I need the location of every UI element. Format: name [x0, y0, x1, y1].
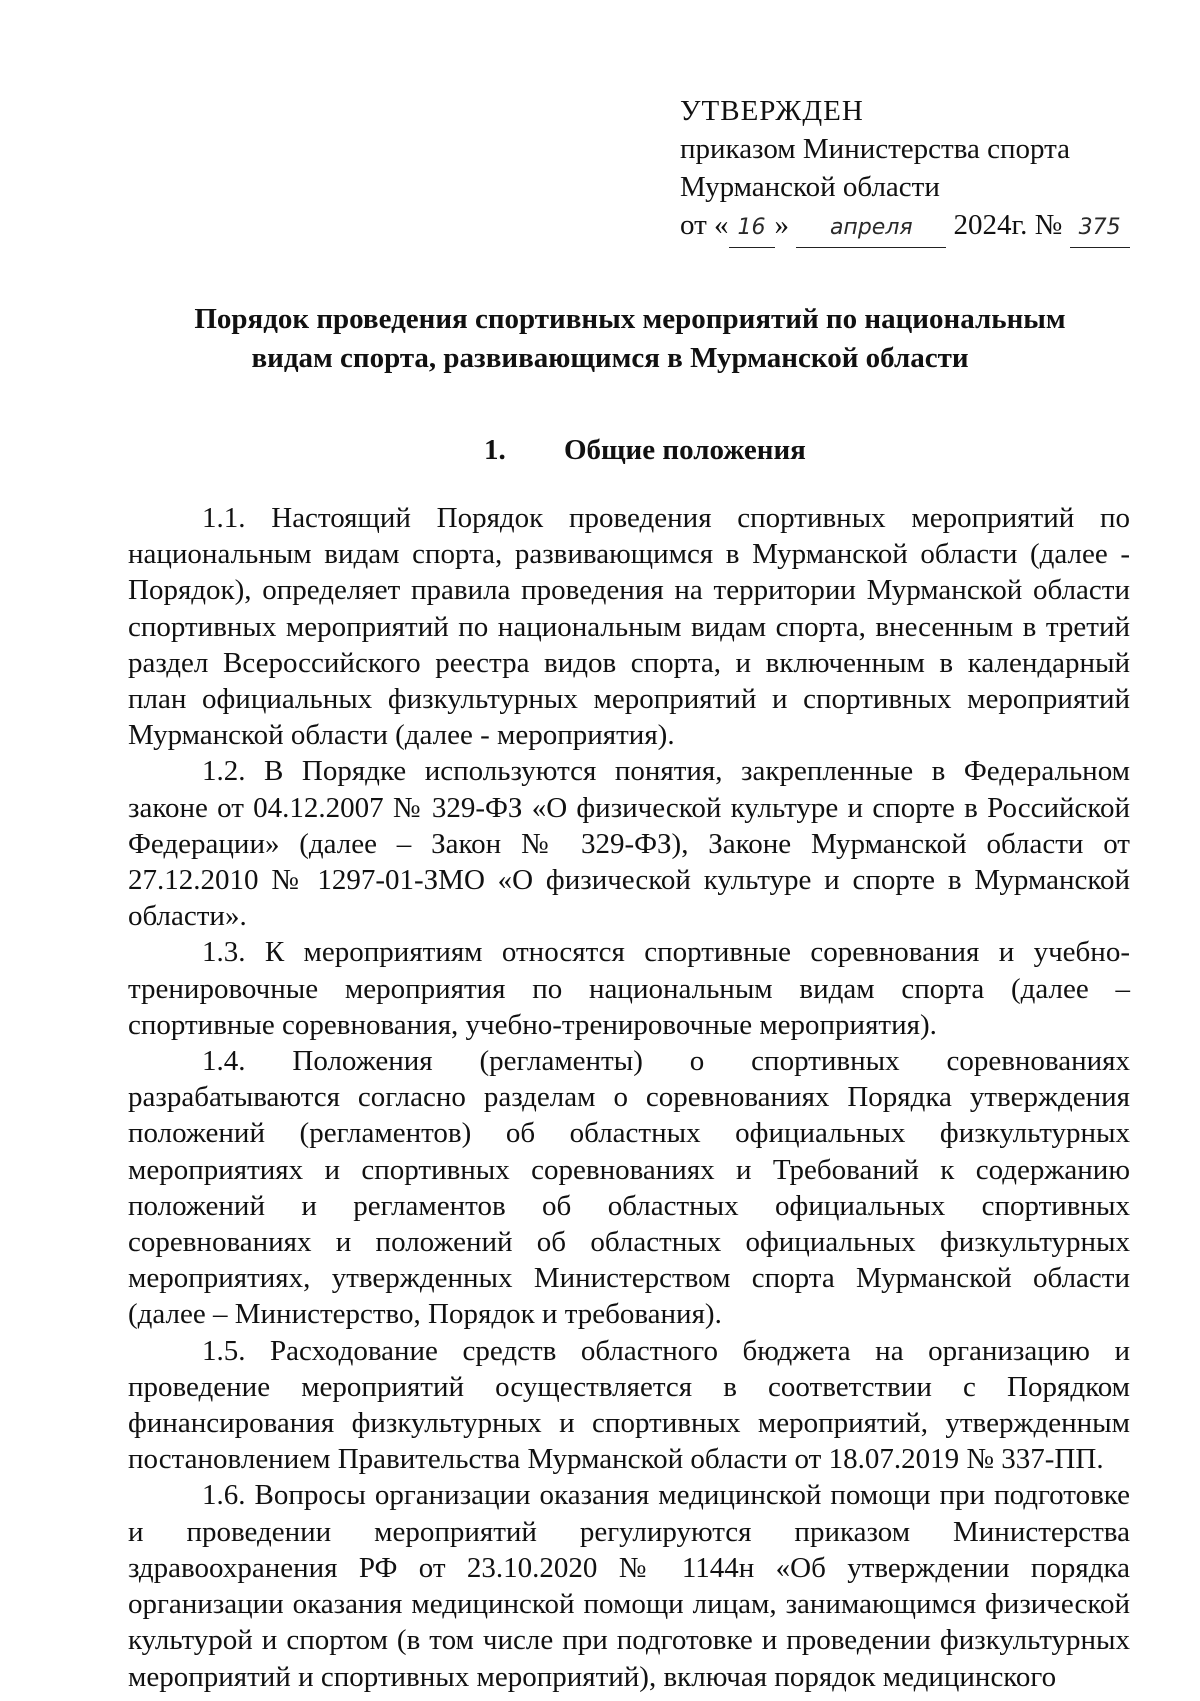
date-day-field	[729, 206, 775, 248]
approval-date-line	[680, 206, 1130, 248]
paragraph-1-2: 1.2. В Порядке используются понятия, закрепленные в Федеральном законе от 04.12.2007 № 329-ФЗ «О физической культуре и спорте в Российской Федерации» (далее – Закон № 329-ФЗ), Законе Мурманской области от 27.12.2010 № 1297-01-ЗМО «О физической культуре и спорте в Мурманской области».	[128, 755, 1130, 933]
date-month-handwritten: апреля	[829, 215, 913, 240]
title-line-1: Порядок проведения спортивных мероприятий по национальным	[194, 303, 1066, 335]
date-month-field	[796, 206, 946, 248]
date-prefix: от «	[680, 209, 729, 241]
date-day-handwritten: 16	[737, 215, 766, 240]
approval-block	[680, 92, 1130, 248]
paragraph-1-4: 1.4. Положения (регламенты) о спортивных соревнованиях разрабатываются согласно разделам о соревнованиях Порядка утверждения положений (регламентов) об областных официальных физкультурных мероприятиях и спортивных соревнованиях и Требований к содержанию положений и регламентов об областных официальных спортивных соревнованиях и положений об областных официальных физкультурных мероприятиях, утвержденных Министерством спорта Мурманской области (далее – Министерство, Порядок и требования).	[128, 1045, 1130, 1331]
date-year: 2024г. №	[953, 209, 1063, 241]
date-mid: »	[774, 209, 790, 241]
paragraph-1-3: 1.3. К мероприятиям относятся спортивные соревнования и учебно-тренировочные мероприятия по национальным видам спорта (далее – спортивные соревнования, учебно-тренировочные мероприятия).	[128, 936, 1130, 1041]
paragraph-1-5: 1.5. Расходование средств областного бюджета на организацию и проведение мероприятий осуществляется в соответствии с Порядком финансирования физкультурных и спортивных мероприятий, утвержденным постановлением Правительства Мурманской области от 18.07.2019 № 337-ПП.	[128, 1334, 1130, 1476]
order-number-handwritten: 375	[1078, 215, 1121, 240]
section-number: 1.	[484, 434, 506, 466]
approval-line-1: приказом Министерства спорта	[680, 133, 1071, 165]
order-number-field	[1070, 206, 1130, 248]
approval-line-2: Мурманской области	[680, 171, 940, 203]
paragraph-1-1: 1.1. Настоящий Порядок проведения спортивных мероприятий по национальным видам спорта, развивающимся в Мурманской области (далее - Порядок), определяет правила проведения на территории Мурманской области спортивных мероприятий по национальным видам спорта, внесенным в третий раздел Всероссийского реестра видов спорта, и включенным в календарный план официальных физкультурных мероприятий и спортивных мероприятий Мурманской области (далее - мероприятия).	[128, 502, 1130, 752]
document-body	[128, 500, 1130, 1695]
title-line-2: видам спорта, развивающимся в Мурманской области	[251, 342, 969, 374]
approval-stamp: УТВЕРЖДЕН	[680, 95, 864, 127]
paragraph-1-6: 1.6. Вопросы организации оказания медицинской помощи при подготовке и проведении мероприятий регулируются приказом Министерства здравоохранения РФ от 23.10.2020 № 1144н «Об утверждении порядка организации оказания медицинской помощи лицам, занимающимся физической культурой и спортом (в том числе при подготовке и проведении физкультурных мероприятий и спортивных мероприятий), включая порядок медицинского	[128, 1479, 1130, 1693]
section-title: Общие положения	[564, 434, 806, 466]
document-title	[130, 300, 1090, 378]
